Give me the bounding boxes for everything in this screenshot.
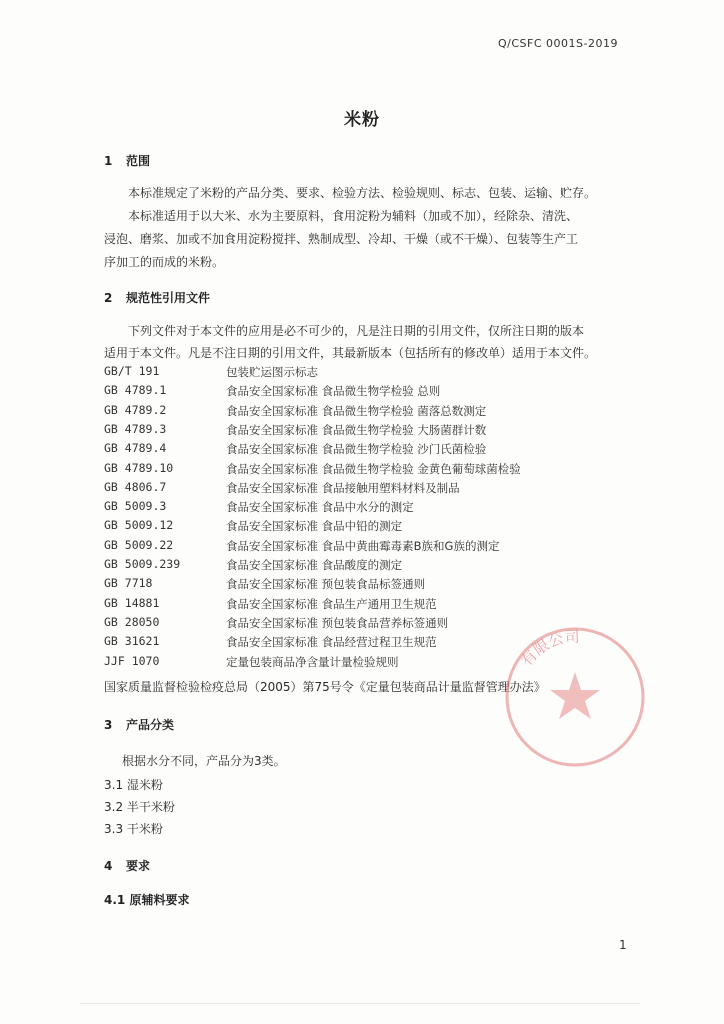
reference-title: 食品安全国家标准 食品经营过程卫生规范	[226, 635, 437, 649]
section-title: 要求	[126, 859, 151, 873]
reference-title: 食品安全国家标准 食品接触用塑料材料及制品	[226, 481, 460, 495]
classification-intro: 根据水分不同，产品分为3类。	[122, 754, 286, 768]
refs-note: 国家质量监督检验检疫总局（2005）第75号令《定量包装商品计量监督管理办法》	[104, 680, 546, 694]
reference-title: 食品安全国家标准 食品微生物学检验 沙门氏菌检验	[226, 442, 487, 456]
section-title: 产品分类	[126, 718, 175, 732]
item-number: 3.1	[104, 778, 124, 792]
reference-code: GB 7718	[104, 576, 153, 590]
item-number: 3.3	[104, 822, 124, 836]
reference-code: GB 4806.7	[104, 480, 167, 494]
reference-title: 食品安全国家标准 食品微生物学检验 金黄色葡萄球菌检验	[226, 462, 521, 476]
page-number: 1	[619, 938, 627, 952]
reference-title: 食品安全国家标准 食品微生物学检验 大肠菌群计数	[226, 423, 487, 437]
reference-code: JJF 1070	[104, 654, 160, 668]
scope-line-2: 本标准适用于以大米、水为主要原料，食用淀粉为辅料（加或不加），经除杂、清洗、	[128, 209, 579, 223]
classification-item	[104, 820, 163, 837]
section-3-heading	[104, 716, 174, 733]
seal-text: 有限公司	[517, 627, 581, 670]
seal-star-icon	[550, 672, 600, 719]
reference-code: GB 4789.4	[104, 441, 167, 455]
classification-item	[104, 776, 163, 793]
reference-code: GB 4789.2	[104, 403, 167, 417]
reference-title: 包装贮运图示标志	[226, 365, 318, 379]
refs-intro-line-2: 适用于本文件。凡是不注日期的引用文件，其最新版本（包括所有的修改单）适用于本文件。	[104, 346, 597, 360]
section-2-heading	[104, 289, 210, 306]
classification-item	[104, 798, 175, 815]
item-label: 干米粉	[126, 822, 163, 836]
reference-code: GB 4789.10	[104, 461, 174, 475]
section-1-heading	[104, 152, 150, 169]
reference-title: 食品安全国家标准 食品中铅的测定	[226, 519, 403, 533]
page-edge-line	[80, 1003, 640, 1004]
refs-intro-line-1: 下列文件对于本文件的应用是必不可少的，凡是注日期的引用文件，仅所注日期的版本	[128, 324, 585, 338]
section-4-heading	[104, 857, 150, 874]
reference-title: 食品安全国家标准 食品中黄曲霉毒素B族和G族的测定	[226, 539, 500, 553]
section-number: 1	[104, 154, 113, 168]
scope-line-4: 序加工的而成的米粉。	[104, 255, 225, 269]
section-number: 2	[104, 291, 113, 305]
reference-title: 食品安全国家标准 食品生产通用卫生规范	[226, 597, 437, 611]
section-title: 规范性引用文件	[126, 291, 211, 305]
reference-title: 食品安全国家标准 预包装食品营养标签通则	[226, 616, 449, 630]
reference-code: GB/T 191	[104, 364, 160, 378]
reference-code: GB 5009.22	[104, 538, 174, 552]
reference-code: GB 4789.3	[104, 422, 167, 436]
reference-code: GB 5009.12	[104, 518, 174, 532]
scope-line-3: 浸泡、磨浆、加或不加食用淀粉搅拌、熟制成型、冷却、干燥（或不干燥）、包装等生产工	[104, 232, 579, 246]
subsection-4-1-heading	[104, 891, 189, 908]
standard-code: Q/CSFC 0001S-2019	[498, 37, 618, 50]
company-seal-stamp	[500, 622, 650, 772]
item-label: 湿米粉	[126, 778, 163, 792]
scope-line-1: 本标准规定了米粉的产品分类、要求、检验方法、检验规则、标志、包装、运输、贮存。	[128, 186, 597, 200]
item-number: 3.2	[104, 800, 124, 814]
subsection-number: 4.1	[104, 893, 126, 907]
reference-code: GB 5009.239	[104, 557, 181, 571]
section-title: 范围	[126, 154, 151, 168]
item-label: 半干米粉	[126, 800, 175, 814]
reference-title: 食品安全国家标准 预包装食品标签通则	[226, 577, 426, 591]
reference-code: GB 31621	[104, 634, 160, 648]
section-number: 4	[104, 859, 113, 873]
reference-title: 定量包装商品净含量计量检验规则	[226, 655, 399, 669]
page-title: 米粉	[344, 110, 380, 130]
reference-code: GB 28050	[104, 615, 160, 629]
reference-title: 食品安全国家标准 食品中水分的测定	[226, 500, 414, 514]
reference-title: 食品安全国家标准 食品酸度的测定	[226, 558, 403, 572]
reference-code: GB 4789.1	[104, 383, 167, 397]
reference-title: 食品安全国家标准 食品微生物学检验 菌落总数测定	[226, 404, 487, 418]
reference-code: GB 5009.3	[104, 499, 167, 513]
subsection-title: 原辅料要求	[129, 893, 190, 907]
section-number: 3	[104, 718, 113, 732]
reference-title: 食品安全国家标准 食品微生物学检验 总则	[226, 384, 441, 398]
reference-code: GB 14881	[104, 596, 160, 610]
